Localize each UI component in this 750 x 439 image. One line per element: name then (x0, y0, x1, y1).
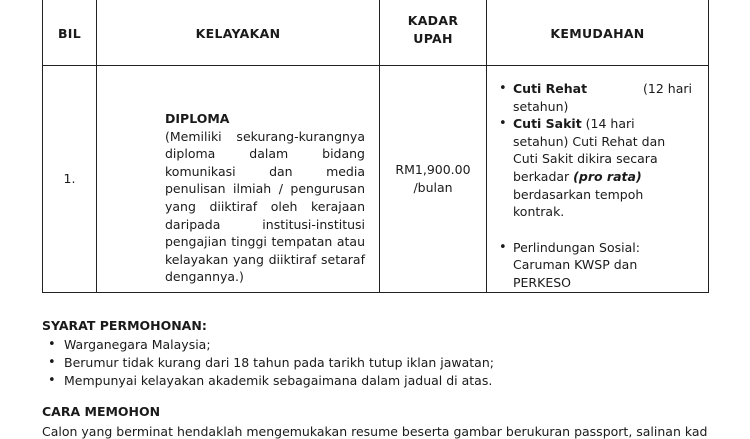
kelayakan-text: (Memiliki sekurang-kurangnya diploma dalam bidang komunikasi dan media penulisan ilmiah / pengurusan yang diiktiraf oleh kerajaan daripada institusi-institusi pengajian tinggi tempatan atau kelayakan yang diiktiraf setaraf dengannya.) (165, 128, 365, 285)
berkadar-text-1: Cuti Rehat dan Cuti Sakit dikira secara berkadar (513, 133, 666, 184)
syarat-list (42, 336, 494, 390)
cuti-rehat-days: (12 hari (643, 81, 692, 96)
header-kadar: KADAR (407, 13, 459, 28)
benefit-cuti-rehat (497, 80, 692, 115)
cuti-sakit-label: Cuti Sakit (513, 116, 582, 132)
cuti-rehat-label: • Cuti Rehat (513, 81, 588, 96)
header-bil: BIL (43, 0, 97, 66)
cell-kelayakan (97, 66, 380, 293)
benefit-cuti-sakit (497, 115, 692, 221)
benefits-list (497, 80, 692, 292)
cuti-rehat-days-2: setahun) (513, 98, 569, 114)
upah-unit: /bulan (413, 179, 453, 195)
cell-kemudahan (487, 66, 709, 293)
header-kemudahan: KEMUDAHAN (487, 0, 709, 66)
header-kadar-upah (380, 0, 487, 66)
cell-kadar-upah (380, 66, 487, 293)
pro-rata: (pro rata) (573, 168, 642, 184)
cuti-sakit-days: (14 hari setahun) (513, 116, 635, 149)
cara-title: CARA MEMOHON (42, 404, 161, 419)
list-item: • Mempunyai kelayakan akademik sebagaimana dalam jadual di atas. (42, 372, 494, 390)
upah-amount: RM1,900.00 (395, 161, 471, 177)
header-kelayakan: KELAYAKAN (97, 0, 380, 66)
list-item: • Berumur tidak kurang dari 18 tahun pada tarikh tutup iklan jawatan; (42, 354, 494, 372)
cara-text: Calon yang berminat hendaklah mengemukakan resume beserta gambar berukuran passport, salinan kad (42, 424, 708, 439)
position-table (42, 0, 709, 293)
benefit-perlindungan: • Perlindungan Sosial: Caruman KWSP dan PERKESO (497, 239, 692, 292)
syarat-title: SYARAT PERMOHONAN: (42, 318, 207, 333)
list-item: • Warganegara Malaysia; (42, 336, 494, 354)
kelayakan-title: DIPLOMA (165, 111, 230, 126)
cell-bil: 1. (43, 66, 97, 293)
header-upah: UPAH (413, 31, 453, 46)
table-header-row (43, 0, 709, 66)
table-row (43, 66, 709, 293)
berkadar-text-2: berdasarkan tempoh kontrak. (513, 186, 644, 220)
